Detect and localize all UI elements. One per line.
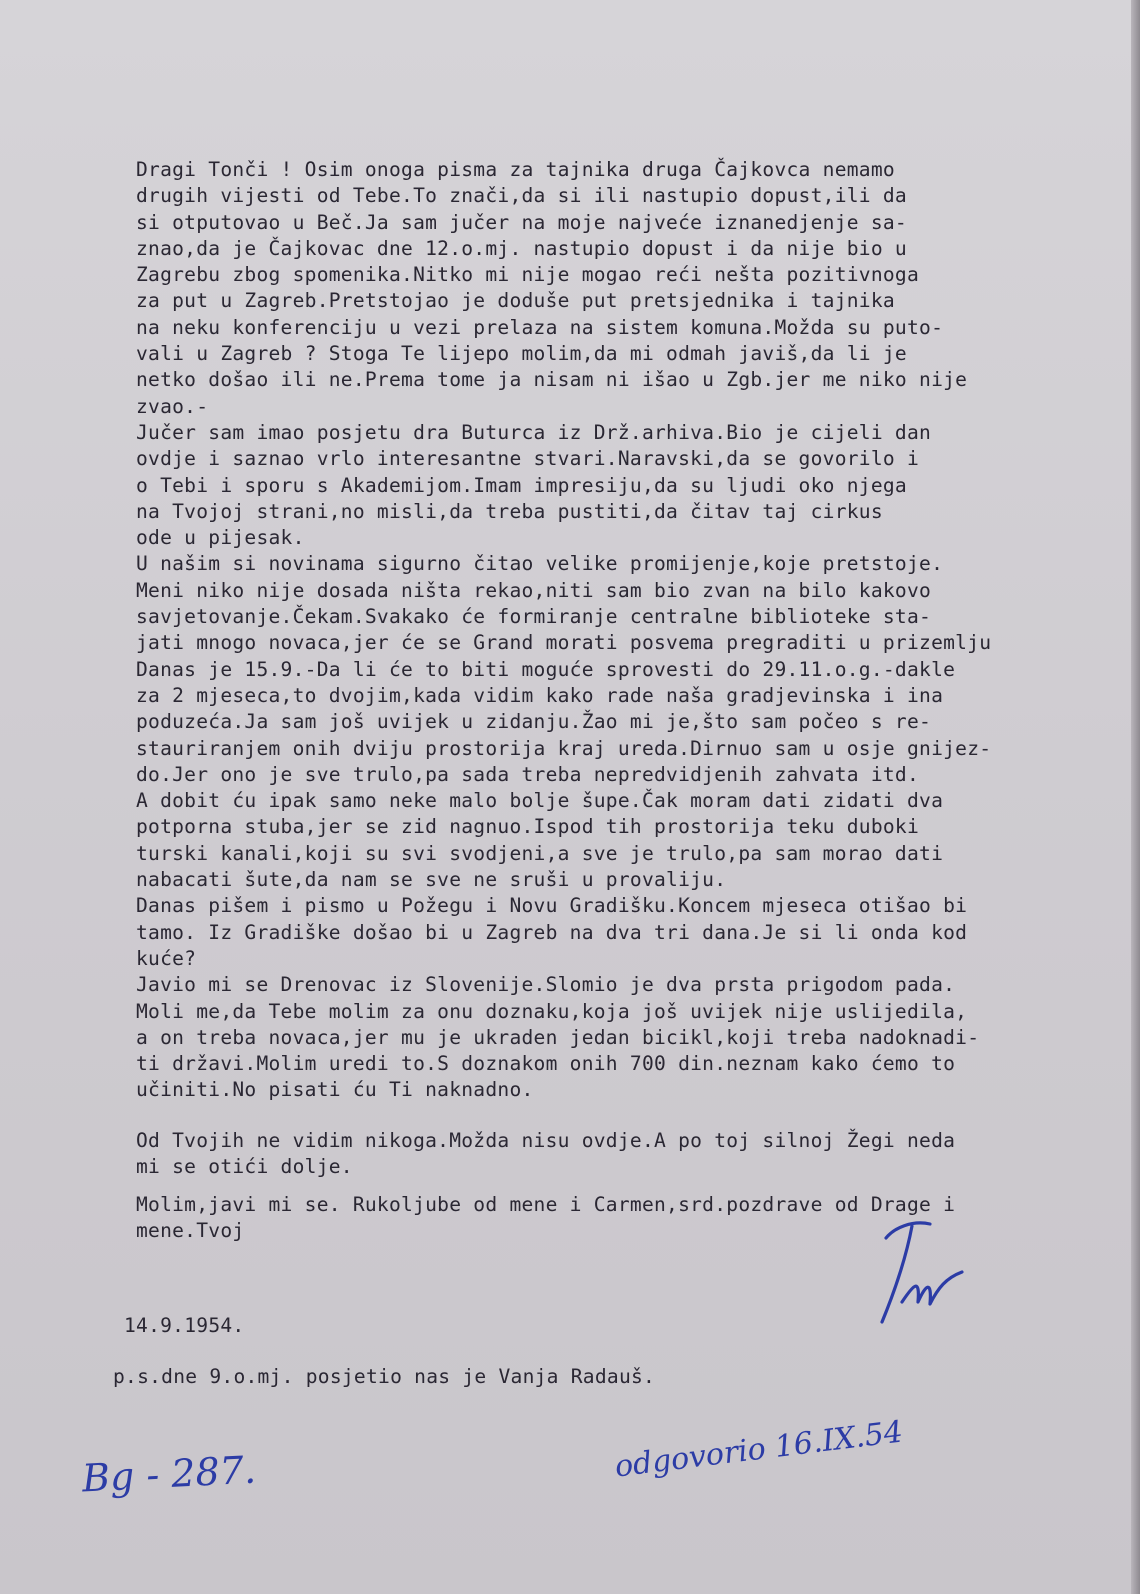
letter-body xyxy=(136,157,991,1104)
letter-line: potporna stuba,jer se zid nagnuo.Ispod tih prostorija teku duboki xyxy=(136,815,920,839)
letter-line: vali u Zagreb ? Stoga Te lijepo molim,da mi odmah javiš,da li je xyxy=(136,342,907,366)
letter-line: na Tvojoj strani,no misli,da treba pustiti,da čitav taj cirkus xyxy=(136,499,883,523)
letter-line: Meni niko nije dosada ništa rekao,niti sam bio zvan na bilo kakovo xyxy=(136,578,932,602)
letter-line: si otputovao u Beč.Ja sam jučer na moje najveće iznanedjenje sa- xyxy=(136,210,907,234)
letter-line: nabacati šute,da nam se sve ne sruši u provaliju. xyxy=(136,868,727,892)
letter-sign-off xyxy=(136,1192,955,1245)
letter-line: ti državi.Molim uredi to.S doznakom onih 700 din.neznam kako ćemo to xyxy=(136,1052,956,1076)
letter-line: poduzeća.Ja sam još uvijek u zidanju.Žao mi je,što sam počeo s re- xyxy=(136,710,932,734)
letter-line: za 2 mjeseca,to dvojim,kada vidim kako rade naša gradjevinska i ina xyxy=(136,683,944,707)
letter-line: znao,da je Čajkovac dne 12.o.mj. nastupio dopust i da nije bio u xyxy=(136,236,907,260)
letter-line: za put u Zagreb.Pretstojao je doduše put pretsjednika i tajnika xyxy=(136,289,895,313)
letter-line: zvao.- xyxy=(136,394,209,418)
letter-line: a on treba novaca,jer mu je ukraden jedan bicikl,koji treba nadoknadi- xyxy=(136,1025,980,1049)
letter-line: stauriranjem onih dviju prostorija kraj ureda.Dirnuo sam u osje gnijez- xyxy=(136,736,992,760)
letter-line: A dobit ću ipak samo neke malo bolje šupe.Čak moram dati zidati dva xyxy=(136,789,944,813)
letter-line: ode u pijesak. xyxy=(136,526,305,550)
letter-line: U našim si novinama sigurno čitao velike promijenje,koje pretstoje. xyxy=(136,552,944,576)
letter-line: Danas je 15.9.-Da li će to biti moguće sprovesti do 29.11.o.g.-dakle xyxy=(136,657,956,681)
letter-line: Jučer sam imao posjetu dra Buturca iz Drž.arhiva.Bio je cijeli dan xyxy=(136,420,932,444)
letter-line: na neku konferenciju u vezi prelaza na sistem komuna.Možda su puto- xyxy=(136,315,944,339)
letter-line: savjetovanje.Čekam.Svakako će formiranje centralne biblioteke sta- xyxy=(136,605,932,629)
letter-line: Dragi Tonči ! Osim onoga pisma za tajnika druga Čajkovca nemamo xyxy=(136,158,895,181)
letter-postscript: p.s.dne 9.o.mj. posjetio nas je Vanja Radauš. xyxy=(113,1365,656,1388)
letter-line: učiniti.No pisati ću Ti naknadno. xyxy=(136,1078,534,1102)
letter-line: Danas pišem i pismo u Požegu i Novu Gradišku.Koncem mjeseca otišao bi xyxy=(136,894,968,918)
letter-line: Od Tvojih ne vidim nikoga.Možda nisu ovdje.A po toj silnoj Žegi neda xyxy=(136,1129,956,1152)
letter-line: jati mnogo novaca,jer će se Grand morati posvema pregraditi u prizemlju xyxy=(136,631,992,655)
letter-closing-paragraph xyxy=(136,1128,955,1181)
letter-line: tamo. Iz Gradiške došao bi u Zagreb na dva tri dana.Je si li onda kod xyxy=(136,920,968,944)
letter-line: netko došao ili ne.Prema tome ja nisam ni išao u Zgb.jer me niko nije xyxy=(136,368,968,392)
letter-line: Zagrebu zbog spomenika.Nitko mi nije mogao reći nešta pozitivnoga xyxy=(136,263,920,287)
letter-line: Javio mi se Drenovac iz Slovenije.Slomio je dva prsta prigodom pada. xyxy=(136,973,956,997)
letter-line: Molim,javi mi se. Rukoljube od mene i Carmen,srd.pozdrave od Drage i xyxy=(136,1193,956,1216)
letter-line: Moli me,da Tebe molim za onu doznaku,koja još uvijek nije uslijedila, xyxy=(136,999,968,1023)
letter-line: mene.Tvoj xyxy=(136,1219,245,1243)
page-edge-shadow xyxy=(1131,0,1140,1594)
letter-line: kuće? xyxy=(136,946,197,970)
letter-line: drugih vijesti od Tebe.To znači,da si ili nastupio dopust,ili da xyxy=(136,184,907,208)
letter-line: mi se otići dolje. xyxy=(136,1155,353,1179)
letter-line: o Tebi i sporu s Akademijom.Imam impresiju,da su ljudi oko njega xyxy=(136,473,907,497)
handwritten-signature xyxy=(872,1218,972,1330)
handwritten-reply-note: odgovorio 16.IX.54 xyxy=(612,1414,905,1485)
handwritten-reference-note: Bg - 287. xyxy=(80,1447,257,1501)
letter-date: 14.9.1954. xyxy=(124,1314,245,1337)
letter-line: do.Jer ono je sve trulo,pa sada treba nepredvidjenih zahvata itd. xyxy=(136,762,920,786)
letter-line: turski kanali,koji su svi svodjeni,a sve je trulo,pa sam morao dati xyxy=(136,841,944,865)
letter-line: ovdje i saznao vrlo interesantne stvari.Naravski,da se govorilo i xyxy=(136,447,920,471)
